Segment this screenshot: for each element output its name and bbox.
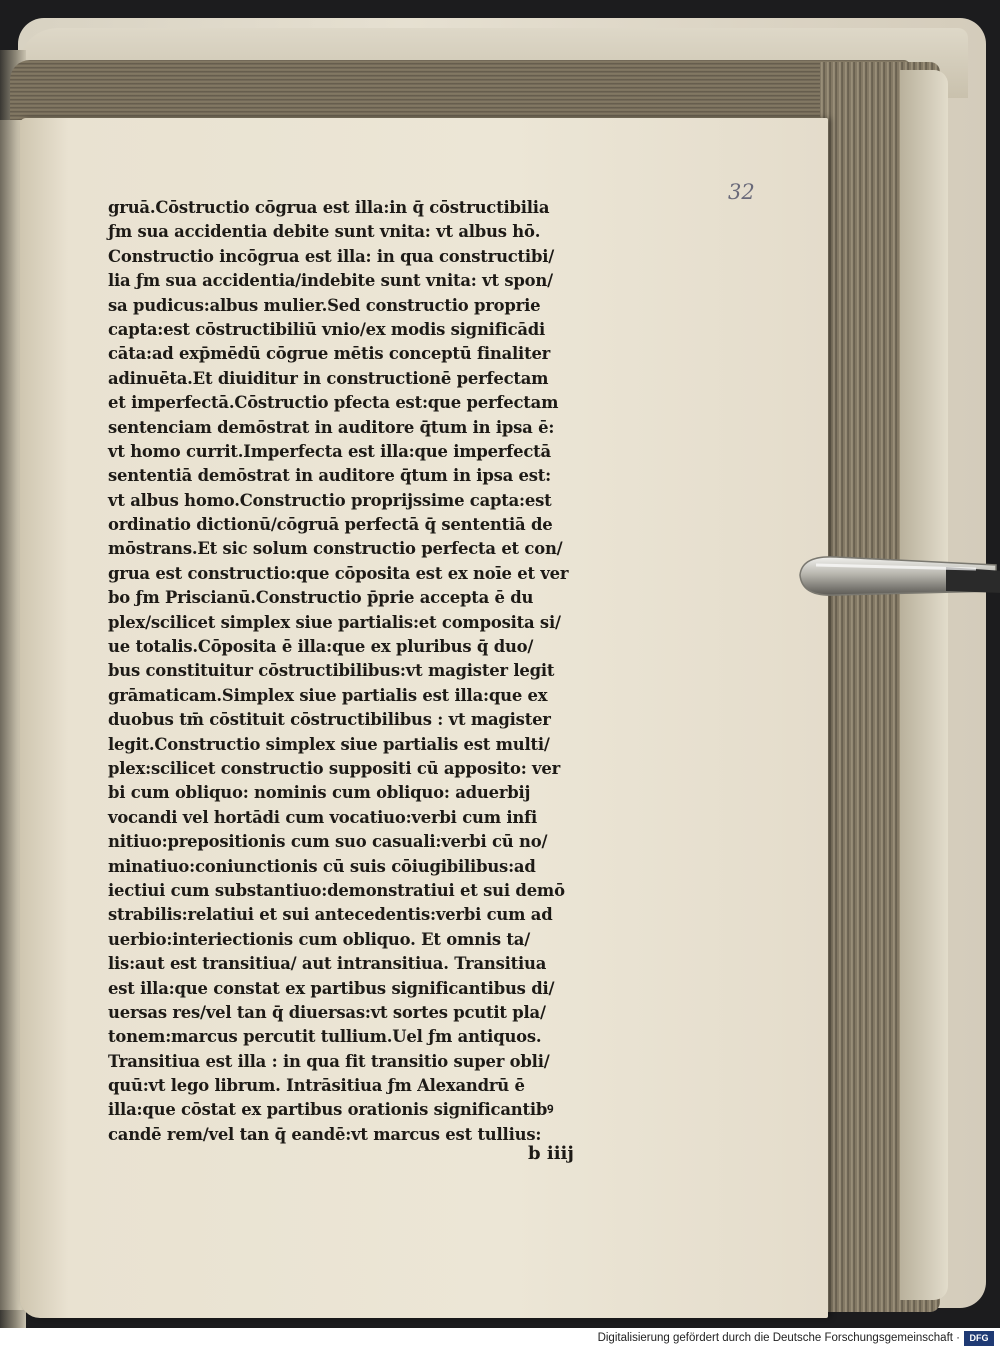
text-line: lia ƒm sua accidentia/indebite sunt vnita: vt spon/ bbox=[108, 271, 553, 291]
footer-credit: Digitalisierung gefördert durch die Deutsche Forschungsgemeinschaft · bbox=[597, 1332, 960, 1344]
text-line: plex/scilicet simplex siue partialis:et composita si/ bbox=[108, 612, 561, 632]
text-line: Transitiua est illa : in qua fit transitio super obli/ bbox=[108, 1051, 550, 1071]
fore-edge bbox=[900, 70, 948, 1300]
text-line: illa:que cōstat ex partibus orationis significantibꝰ bbox=[108, 1100, 554, 1120]
footer-bar bbox=[0, 1328, 1000, 1350]
text-line: sententiā demōstrat in auditore q̄tum in ipsa est: bbox=[108, 466, 552, 486]
text-line: gruā.Cōstructio cōgrua est illa:in q̄ cōstructibilia bbox=[108, 198, 550, 217]
text-line: vt albus homo.Constructio proprijssime capta:est bbox=[108, 490, 552, 510]
text-line: legit.Constructio simplex siue partialis est multi/ bbox=[108, 734, 550, 754]
text-line: sa pudicus:albus mulier.Sed constructio proprie bbox=[108, 295, 541, 315]
text-line: sentenciam demōstrat in auditore q̄tum in ipsa ē: bbox=[108, 417, 555, 437]
text-line: Constructio incōgrua est illa: in qua constructibi/ bbox=[108, 246, 555, 266]
text-line: minatiuo:coniunctionis cū suis cōiugibilibus:ad bbox=[108, 856, 536, 876]
text-line: vocandi vel hortādi cum vocatiuo:verbi cum infi bbox=[108, 807, 537, 827]
text-line: quū:vt lego librum. Intrāsitiua ƒm Alexandrū ē bbox=[108, 1076, 525, 1096]
text-line: ƒm sua accidentia debite sunt vnita: vt albus hō. bbox=[108, 222, 541, 242]
text-line: candē rem/vel tan q̄ eandē:vt marcus est tullius: bbox=[108, 1124, 542, 1144]
text-line: adinuēta.Et diuiditur in constructionē perfectam bbox=[108, 368, 549, 388]
text-line: lis:aut est transitiua/ aut intransitiua. Transitiua bbox=[108, 954, 547, 974]
text-line: tonem:marcus percutit tullium.Uel ƒm antiquos. bbox=[108, 1027, 542, 1047]
text-line: cāta:ad exp̄mēdū cōgrue mētis conceptū finaliter bbox=[108, 344, 551, 364]
text-line: nitiuo:prepositionis cum suo casuali:verbi cū no/ bbox=[108, 832, 548, 852]
text-line: grāmaticam.Simplex siue partialis est illa:que ex bbox=[108, 685, 548, 705]
text-line: iectiui cum substantiuo:demonstratiui et sui demō bbox=[108, 880, 565, 900]
text-line: ue totalis.Cōposita ē illa:que ex pluribus q̄ duo/ bbox=[108, 637, 534, 657]
text-line: strabilis:relatiui et sui antecedentis:verbi cum ad bbox=[108, 905, 553, 925]
text-line: uersas res/vel tan q̄ diuersas:vt sortes pcutit pla/ bbox=[108, 1002, 546, 1022]
text-line: plex:scilicet constructio suppositi cū apposito: ver bbox=[108, 758, 561, 778]
text-line: vt homo currit.Imperfecta est illa:que imperfectā bbox=[108, 441, 551, 461]
text-line: mōstrans.Et sic solum constructio perfecta et con/ bbox=[108, 539, 563, 559]
text-line: capta:est cōstructibiliū vnio/ex modis significādi bbox=[108, 319, 546, 339]
text-line: et imperfectā.Cōstructio pfecta est:que perfectam bbox=[108, 393, 559, 413]
text-block bbox=[108, 196, 628, 1147]
text-line: ordinatio dictionū/cōgruā perfectā q̄ sententiā de bbox=[108, 515, 553, 535]
text-line: bo ƒm Priscianū.Constructio p̄prie accepta ē du bbox=[108, 588, 534, 608]
text-line: grua est constructio:que cōposita est ex noīe et ver bbox=[108, 563, 569, 583]
dfg-logo: DFG bbox=[964, 1331, 994, 1346]
text-line: est illa:que constat ex partibus significantibus di/ bbox=[108, 978, 555, 998]
text-line: duobus tm̄ cōstituit cōstructibilibus : vt magister bbox=[108, 710, 551, 730]
folio-number: 32 bbox=[728, 180, 755, 204]
text-line: uerbio:interiectionis cum obliquo. Et omnis ta/ bbox=[108, 929, 530, 949]
text-line: bi cum obliquo: nominis cum obliquo: aduerbij bbox=[108, 783, 531, 803]
text-line: bus constituitur cōstructibilibus:vt magister legit bbox=[108, 661, 555, 681]
page-clip-icon bbox=[796, 551, 1000, 601]
signature-mark: b iiij bbox=[528, 1143, 574, 1164]
